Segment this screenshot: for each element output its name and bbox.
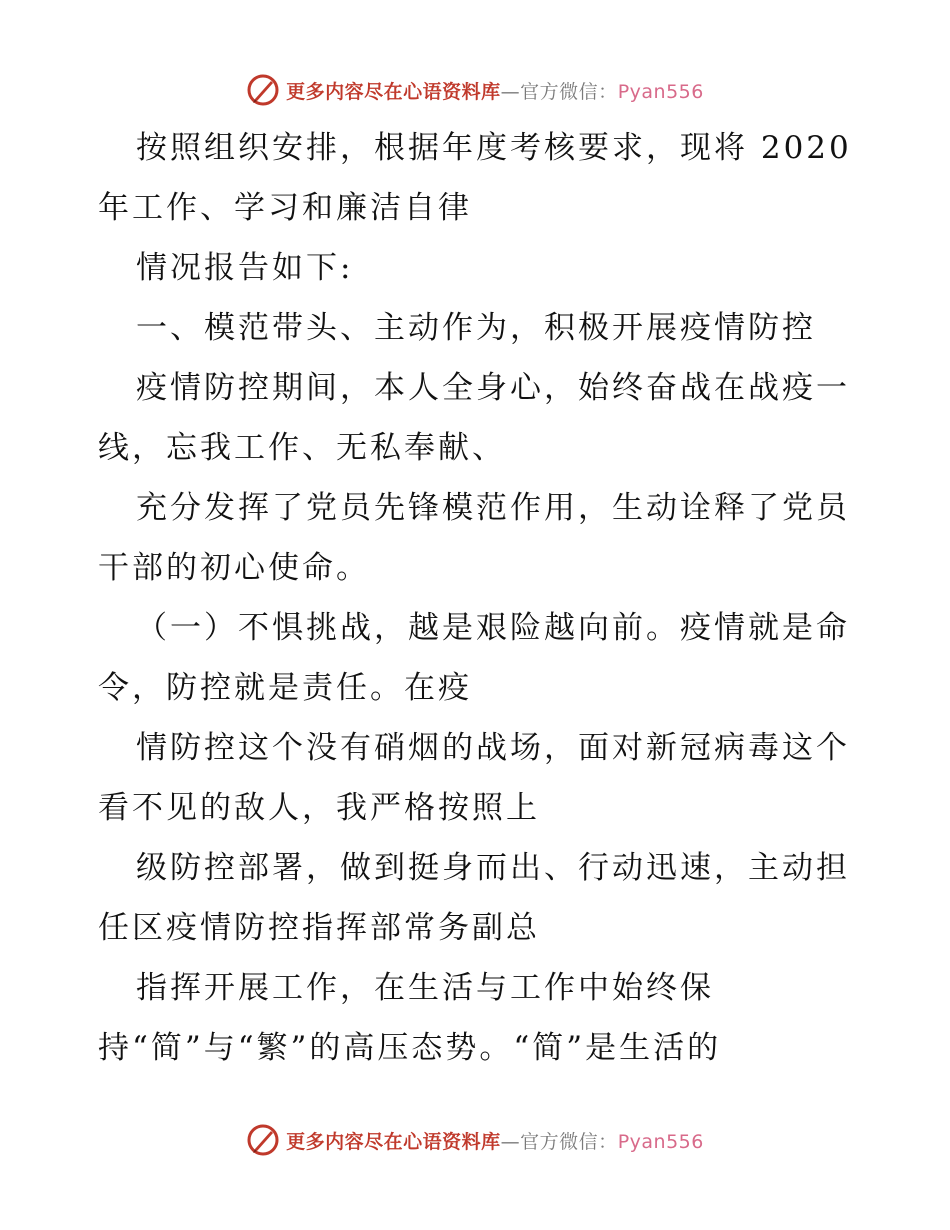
text-line: 干部的初心使命。 [98, 550, 370, 586]
watermark-handle: Pyan556 [617, 80, 704, 103]
text-line: 持“简”与“繁”的高压态势。“简”是生活的 [98, 1030, 722, 1066]
text-line: 级防控部署，做到挺身而出、行动迅速，主动担 [136, 850, 850, 886]
text-line: 看不见的敌人，我严格按照上 [98, 790, 540, 826]
watermark-main-text: 更多内容尽在心语资料库 [286, 1130, 501, 1153]
watermark-dash: — [500, 80, 521, 103]
watermark-header [0, 70, 950, 110]
text-line: 充分发挥了党员先锋模范作用，生动诠释了党员 [136, 490, 850, 526]
watermark-sub-text: 官方微信： [520, 1130, 618, 1153]
text-line: 疫情防控期间，本人全身心，始终奋战在战疫一 [136, 370, 850, 406]
document-body [98, 118, 858, 1078]
watermark-dash: — [500, 1130, 521, 1153]
quill-pen-logo-icon [246, 73, 280, 107]
watermark-handle: Pyan556 [617, 1130, 704, 1153]
text-line: 按照组织安排，根据年度考核要求，现将 2020 [136, 130, 852, 166]
text-line: 年工作、学习和廉洁自律 [98, 190, 472, 226]
watermark-footer [0, 1120, 950, 1160]
watermark-sub-text: 官方微信： [520, 80, 618, 103]
text-line: 任区疫情防控指挥部常务副总 [98, 910, 540, 946]
text-line: 一、模范带头、主动作为，积极开展疫情防控 [136, 310, 816, 346]
quill-pen-logo-icon [246, 1123, 280, 1157]
text-line: 线，忘我工作、无私奉献、 [98, 430, 506, 466]
text-line: 情防控这个没有硝烟的战场，面对新冠病毒这个 [136, 730, 850, 766]
text-line: 情况报告如下: [136, 250, 354, 286]
text-line: （一）不惧挑战，越是艰险越向前。疫情就是命 [136, 610, 850, 646]
watermark-main-text: 更多内容尽在心语资料库 [286, 80, 501, 103]
text-line: 指挥开展工作，在生活与工作中始终保 [136, 970, 714, 1006]
text-line: 令，防控就是责任。在疫 [98, 670, 472, 706]
